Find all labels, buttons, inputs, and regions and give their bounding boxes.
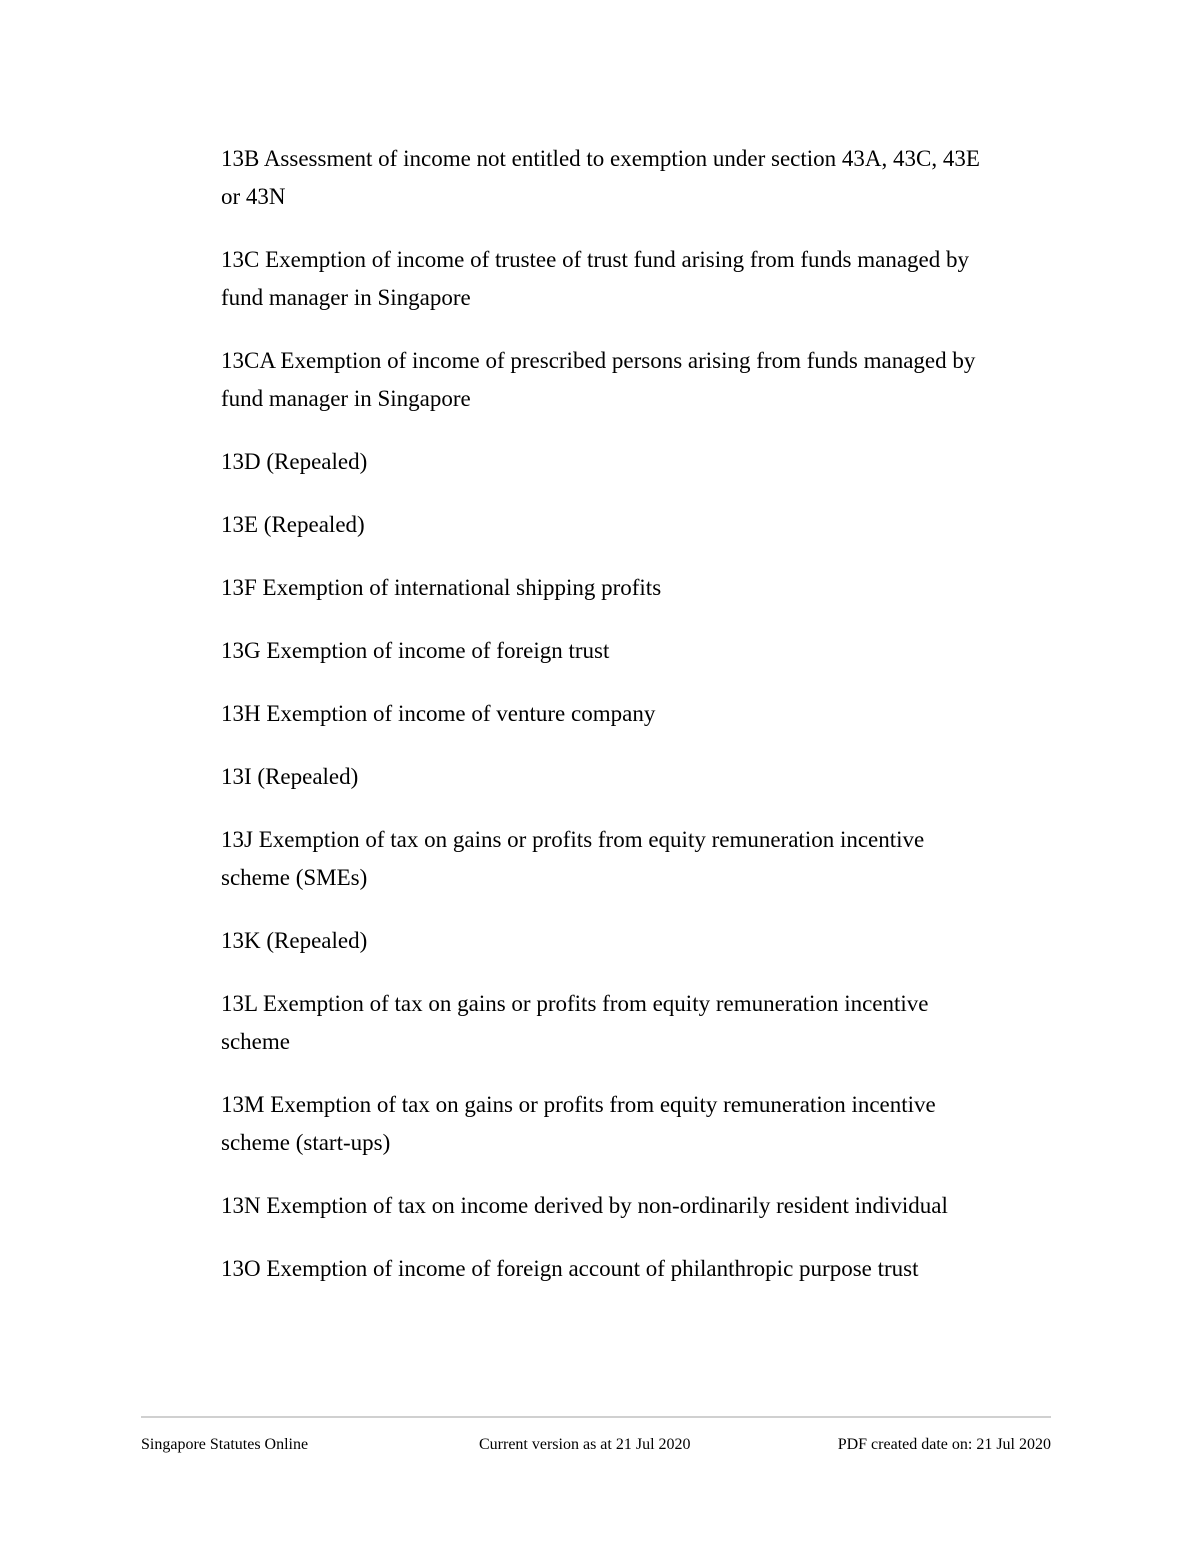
- toc-entry-13c[interactable]: 13C Exemption of income of trustee of trust fund arising from funds managed by fund manager in Singapore: [221, 247, 969, 310]
- toc-entry-13l[interactable]: 13L Exemption of tax on gains or profits from equity remuneration incentive scheme: [221, 991, 929, 1054]
- toc-entry-13k[interactable]: 13K (Repealed): [221, 928, 368, 953]
- toc-entry-13m[interactable]: 13M Exemption of tax on gains or profits from equity remuneration incentive scheme (start-ups): [221, 1092, 936, 1155]
- footer-version: Current version as at 21 Jul 2020: [479, 1436, 691, 1453]
- toc-entry-13i[interactable]: 13I (Repealed): [221, 764, 359, 789]
- page-footer: [141, 1433, 1051, 1457]
- toc-entry-13j[interactable]: 13J Exemption of tax on gains or profits from equity remuneration incentive scheme (SMEs): [221, 827, 925, 890]
- table-of-contents: [221, 140, 981, 1313]
- toc-entry-13n[interactable]: 13N Exemption of tax on income derived by non-ordinarily resident individual: [221, 1193, 948, 1218]
- toc-entry-13d[interactable]: 13D (Repealed): [221, 449, 368, 474]
- toc-entry-13g[interactable]: 13G Exemption of income of foreign trust: [221, 638, 610, 663]
- toc-entry-13ca[interactable]: 13CA Exemption of income of prescribed persons arising from funds managed by fund manager in Singapore: [221, 348, 976, 411]
- toc-entry-13e[interactable]: 13E (Repealed): [221, 512, 365, 537]
- footer-created-date: PDF created date on: 21 Jul 2020: [837, 1436, 1051, 1453]
- toc-entry-13o[interactable]: 13O Exemption of income of foreign account of philanthropic purpose trust: [221, 1256, 919, 1281]
- footer-source: Singapore Statutes Online: [141, 1436, 309, 1453]
- toc-entry-13b[interactable]: 13B Assessment of income not entitled to exemption under section 43A, 43C, 43E or 43N: [221, 146, 980, 209]
- toc-entry-13h[interactable]: 13H Exemption of income of venture company: [221, 701, 656, 726]
- toc-entry-13f[interactable]: 13F Exemption of international shipping profits: [221, 575, 662, 600]
- footer-divider: [141, 1416, 1051, 1418]
